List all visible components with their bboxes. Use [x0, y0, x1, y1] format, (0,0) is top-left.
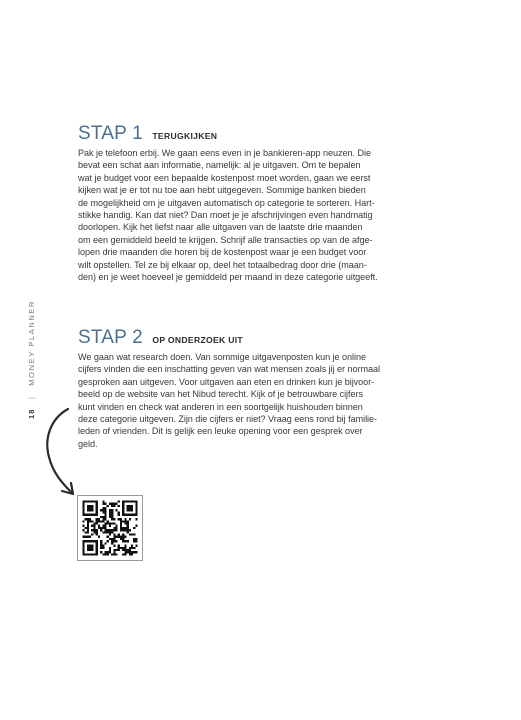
step-2-title: OP ONDERZOEK UIT — [152, 335, 243, 345]
step-2-heading — [78, 328, 446, 350]
body-line: den) en je weet hoeveel je gemiddeld per maand in deze categorie uitgeeft. — [78, 272, 378, 283]
body-line: cijfers vinden die een inschatting geven van wat mensen zoals jij er normaal — [78, 364, 381, 375]
step-1-title: TERUGKIJKEN — [152, 131, 218, 141]
body-line: Pak je telefoon erbij. We gaan eens even in je bankieren-app neuzen. Die — [78, 148, 371, 158]
step-1-label: STAP 1 — [78, 123, 143, 144]
body-line: doorlopen. Kijk het liefst naar alle uitgaven van de laatste drie maanden — [78, 222, 363, 233]
step-1-heading — [78, 124, 446, 146]
book-title: MONEY PLANNER — [27, 300, 36, 386]
body-line: beeld op de website van het Nibud terecht. Kijk of je betrouwbare cijfers — [78, 389, 363, 400]
body-line: wat je budget voor een bepaalde kostenpost moet worden, gaan we eerst — [78, 172, 371, 183]
body-line: kunt vinden en check wat anderen in een soortgelijk huishouden binnen — [78, 401, 363, 412]
body-line: deze categorie uitgeven. Zijn die cijfers er niet? Vraag eens rond bij familie- — [78, 414, 377, 425]
qr-code-icon[interactable] — [77, 495, 143, 561]
body-line: de mogelijkheid om je uitgaven automatisch op categorie te sorteren. Hart- — [78, 197, 375, 208]
step-2-body — [78, 351, 446, 450]
body-line: stikke handig. Kan dat niet? Dan moet je je afschrijvingen even handmatig — [78, 210, 373, 221]
body-line: We gaan wat research doen. Van sommige uitgavenposten kun je online — [78, 352, 367, 362]
step-1-section — [78, 124, 446, 283]
body-line: kijken wat je er tot nu toe aan hebt uitgegeven. Sommige banken bieden — [78, 185, 366, 196]
body-line: gesproken aan uitgeven. Voor uitgaven aan eten en drinken kun je bijvoor- — [78, 376, 375, 387]
curved-arrow-icon — [40, 405, 80, 500]
running-footer — [27, 300, 36, 419]
body-line: leden of vrienden. Dit is gelijk een leuke opening voor een gesprek over — [78, 426, 363, 437]
step-2-label: STAP 2 — [78, 327, 143, 348]
page-separator: | — [27, 395, 36, 399]
body-line: om een gemiddeld beeld te krijgen. Schrijf alle transacties op van de afge- — [78, 234, 373, 245]
step-1-body — [78, 147, 446, 283]
body-line: geld. — [78, 438, 98, 449]
page-number: 18 — [27, 408, 36, 419]
body-line: wilt opstellen. Tel ze bij elkaar op, deel het totaalbedrag door drie (maan- — [78, 259, 367, 270]
step-2-section — [78, 328, 446, 450]
body-line: lopen drie maanden die horen bij de kostenpost waar je een budget voor — [78, 247, 367, 258]
body-line: bevat een schat aan informatie, namelijk: al je uitgaven. Om te bepalen — [78, 160, 361, 171]
sidebar — [27, 300, 39, 430]
